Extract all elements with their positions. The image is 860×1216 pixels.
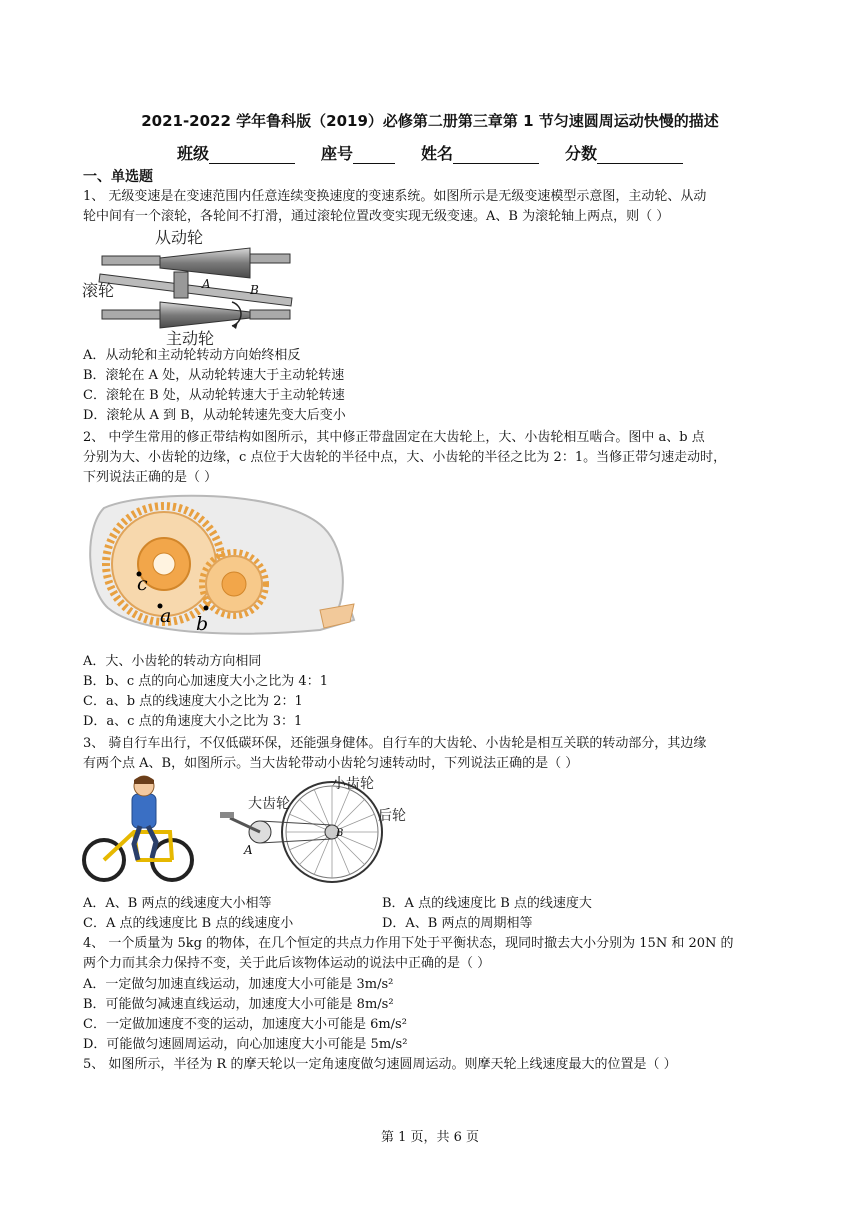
q2-stem-line3: 下列说法正确的是（ ） [83, 470, 218, 485]
correction-tape-image [84, 488, 356, 636]
q4-option-d[interactable]: D．可能做匀速圆周运动，向心加速度大小可能是 5m/s² [83, 1037, 408, 1052]
q3-stem-line1: 3、 骑自行车出行，不仅低碳环保，还能强身健体。自行车的大齿轮、小齿轮是相互关联的转动部分，其边缘 [83, 736, 707, 751]
q3-stem-line2: 有两个点 A、B，如图所示。当大齿轮带动小齿轮匀速转动时，下列说法正确的是（ ） [83, 756, 579, 771]
pedal [220, 812, 234, 818]
q1-option-c[interactable]: C．滚轮在 B 处，从动轮转速大于主动轮转速 [83, 388, 345, 403]
point-b-label: B [336, 828, 344, 839]
point-b-label: b [196, 613, 209, 635]
q3-option-a[interactable]: A．A、B 两点的线速度大小相等 [83, 896, 272, 911]
student-info-line [0, 141, 860, 164]
driven-wheel-label: 从动轮 [155, 228, 204, 247]
q1-stem-line2: 轮中间有一个滚轮，各轮间不打滑，通过滚轮位置改变实现无级变速。A、B 为滚轮轴上两点，则（ ） [83, 209, 670, 224]
small-gear-hub [222, 572, 246, 596]
driven-shaft-right [250, 254, 290, 263]
seat-field [321, 141, 395, 164]
q2-option-c[interactable]: C．a、b 点的线速度大小之比为 2：1 [83, 694, 303, 709]
class-field [177, 141, 295, 164]
q1-option-a[interactable]: A．从动轮和主动轮转动方向始终相反 [83, 348, 301, 363]
cvt-diagram [82, 226, 302, 350]
driver-wheel-label: 主动轮 [166, 329, 215, 348]
point-c-label: c [137, 573, 148, 595]
q4-option-c[interactable]: C．一定做加速度不变的运动，加速度大小可能是 6m/s² [83, 1017, 407, 1032]
roller-label: 滚轮 [82, 281, 115, 300]
point-b-label: B [250, 283, 259, 297]
score-blank[interactable] [597, 147, 683, 164]
point-a-label: A [244, 843, 253, 857]
small-gear-label: 小齿轮 [332, 776, 374, 792]
driven-shaft [102, 256, 160, 265]
driver-shaft [102, 310, 160, 319]
q3-option-c[interactable]: C．A 点的线速度比 B 点的线速度小 [83, 916, 294, 931]
class-label: 班级 [176, 144, 209, 163]
score-field [565, 141, 683, 164]
name-label: 姓名 [421, 144, 454, 163]
q3-option-d[interactable]: D．A、B 两点的周期相等 [382, 916, 533, 931]
score-label: 分数 [565, 144, 598, 163]
rotation-arrowhead [232, 322, 238, 329]
cyclist-body [132, 794, 156, 828]
q2-option-a[interactable]: A．大、小齿轮的转动方向相同 [83, 654, 262, 669]
section-heading: 一、单选题 [83, 169, 153, 185]
driver-shaft-right [250, 310, 290, 319]
page-title: 2021-2022 学年鲁科版（2019）必修第二册第三章第 1 节匀速圆周运动快慢的描述 [141, 112, 719, 130]
point-b-dot [204, 606, 209, 611]
q1-stem-line1: 1、 无级变速是在变速范围内任意连续变换速度的变速系统。如图所示是无级变速模型示意图，主动轮、从动 [83, 189, 707, 204]
q2-option-d[interactable]: D．a、c 点的角速度大小之比为 3：1 [83, 714, 303, 729]
seat-blank[interactable] [353, 147, 395, 164]
q4-option-b[interactable]: B．可能做匀减速直线运动，加速度大小可能是 8m/s² [83, 997, 394, 1012]
roller-axis [99, 274, 292, 306]
q5-stem-line1: 5、 如图所示，半径为 R 的摩天轮以一定角速度做匀速圆周运动。则摩天轮上线速度最大的位置是（ ） [83, 1057, 677, 1072]
point-a-label: A [202, 277, 211, 291]
big-gear-center [153, 553, 175, 575]
point-a-label: a [160, 605, 172, 627]
seat-label: 座号 [320, 144, 353, 163]
q1-option-b[interactable]: B．滚轮在 A 处，从动轮转速大于主动轮转速 [83, 368, 345, 383]
big-gear-label: 大齿轮 [248, 796, 290, 812]
q4-stem-line2: 两个力而其余力保持不变，关于此后该物体运动的说法中正确的是（ ） [83, 956, 491, 971]
q4-option-a[interactable]: A．一定做匀加速直线运动，加速度大小可能是 3m/s² [83, 977, 394, 992]
name-blank[interactable] [453, 147, 539, 164]
q2-stem-line2: 分别为大、小齿轮的边缘，c 点位于大齿轮的半径中点，大、小齿轮的半径之比为 2：1。当修正带匀速走动时， [83, 450, 727, 465]
class-blank[interactable] [209, 147, 295, 164]
bicycle-figure [82, 772, 412, 890]
q4-stem-line1: 4、 一个质量为 5kg 的物体，在几个恒定的共点力作用下处于平衡状态，现同时撤去大小分别为 15N 和 20N 的 [83, 936, 734, 951]
q1-option-d[interactable]: D．滚轮从 A 到 B，从动轮转速先变大后变小 [83, 408, 346, 423]
name-field [421, 141, 539, 164]
q2-stem-line1: 2、 中学生常用的修正带结构如图所示，其中修正带盘固定在大齿轮上，大、小齿轮相互啮合。图中 a、b 点 [83, 430, 705, 445]
cyclist-hair [134, 776, 154, 784]
q2-option-b[interactable]: B．b、c 点的向心加速度大小之比为 4：1 [83, 674, 328, 689]
page-footer: 第 1 页，共 6 页 [380, 1130, 480, 1145]
q3-option-b[interactable]: B．A 点的线速度比 B 点的线速度大 [382, 896, 592, 911]
roller-shape [174, 272, 188, 298]
rear-wheel-label: 后轮 [378, 808, 406, 824]
